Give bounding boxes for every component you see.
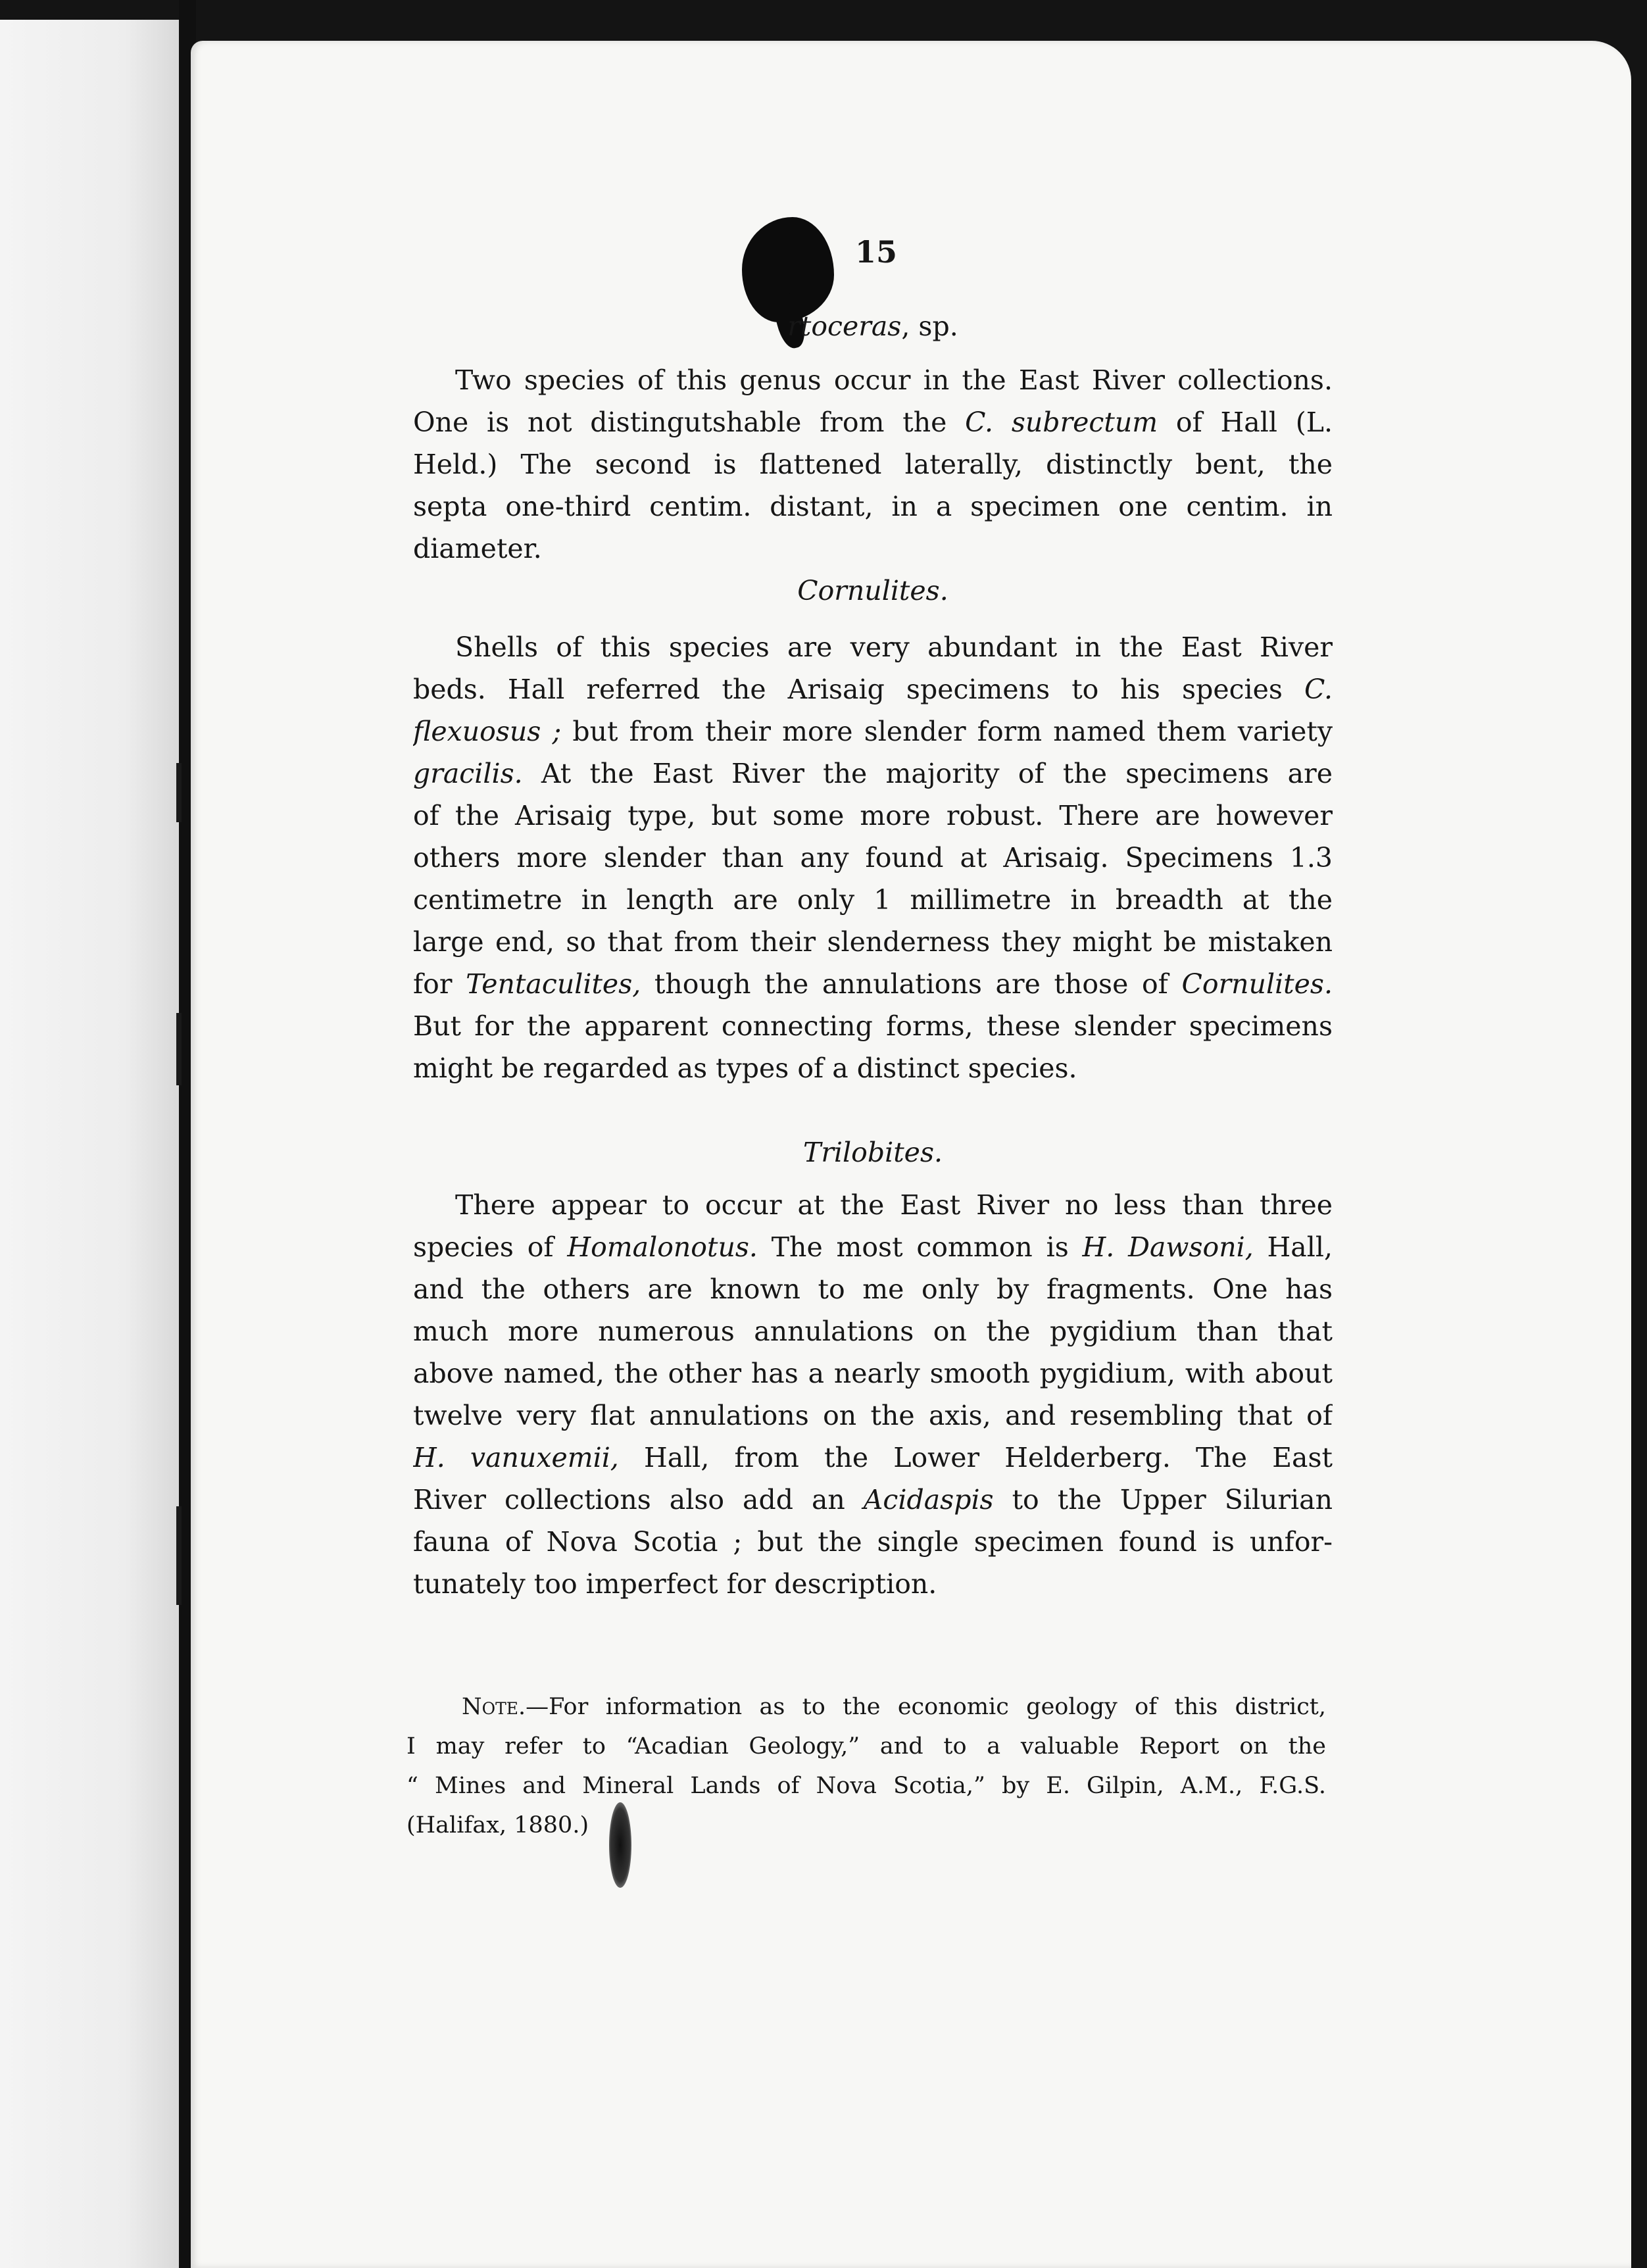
text-line: others more slender than any found at Arisaig. Specimens 1.3 [413, 842, 1333, 874]
section-title-suffix: , sp. [901, 310, 958, 342]
footnote-line: Note.—For information as to the economic geology of this district, [462, 1694, 1326, 1720]
text-line: gracilis. At the East River the majority of the specimens are [413, 758, 1333, 789]
footnote-lead: Note. [462, 1694, 526, 1720]
italic-term: gracilis. [413, 758, 523, 789]
italic-term: Cornulites. [1181, 968, 1333, 1000]
text-line: Two species of this genus occur in the East River collections. [455, 364, 1333, 396]
italic-term: Homalonotus. [567, 1231, 758, 1263]
text-line: beds. Hall referred the Arisaig specimens to his species C. [413, 674, 1333, 705]
text-line: Held.) The second is flattened laterally, distinctly bent, the [413, 449, 1333, 480]
section-title-cornulites [413, 575, 1333, 606]
footnote-line: (Halifax, 1880.) [406, 1812, 589, 1838]
text-line: much more numerous annulations on the pygidium than that [413, 1316, 1333, 1347]
text-line: But for the apparent connecting forms, these slender specimens [413, 1010, 1333, 1042]
text-line: species of Homalonotus. The most common is H. Dawsoni, Hall, [413, 1231, 1333, 1263]
italic-term: C. [1304, 674, 1333, 705]
text-line: for Tentaculites, though the annulations are those of Cornulites. [413, 968, 1333, 1000]
italic-term: C. subrectum [965, 407, 1158, 438]
paragraph-orthoceras [413, 359, 1333, 570]
section-title-text: Trilobites. [802, 1137, 943, 1168]
edge-mark [176, 1506, 182, 1605]
text-line: diameter. [413, 533, 542, 564]
text-line: and the others are known to me only by fragments. One has [413, 1273, 1333, 1305]
text-line: River collections also add an Acidaspis to the Upper Silurian [413, 1484, 1333, 1516]
text-line: H. vanuxemii, Hall, from the Lower Helderberg. The East [413, 1442, 1333, 1473]
text-line: centimetre in length are only 1 millimetre in breadth at the [413, 884, 1333, 916]
text-line: above named, the other has a nearly smooth pygidium, with about [413, 1358, 1333, 1389]
section-title-trilobites [413, 1137, 1333, 1168]
section-title-text: rtoceras [787, 310, 902, 342]
italic-term: flexuosus ; [413, 716, 562, 747]
text-line: Shells of this species are very abundant in the East River [455, 631, 1333, 663]
text-line: large end, so that from their slenderness they might be mistaken [413, 926, 1333, 958]
paragraph-cornulites [413, 626, 1333, 1089]
section-title-text: Cornulites. [797, 575, 948, 606]
edge-mark [176, 1013, 182, 1085]
text-line: might be regarded as types of a distinct species. [413, 1052, 1077, 1084]
text-line: There appear to occur at the East River no less than three [455, 1189, 1333, 1221]
edge-mark [176, 763, 182, 822]
text-line: septa one-third centim. distant, in a specimen one centim. in [413, 491, 1333, 522]
footnote-line: “ Mines and Mineral Lands of Nova Scotia,” by E. Gilpin, A.M., F.G.S. [406, 1773, 1326, 1799]
section-title-orthoceras [413, 310, 1333, 342]
footnote-line: I may refer to “Acadian Geology,” and to a valuable Report on the [406, 1733, 1326, 1760]
italic-term: Acidaspis [863, 1484, 994, 1516]
text-line: tunately too imperfect for description. [413, 1568, 937, 1600]
paragraph-trilobites [413, 1184, 1333, 1605]
text-line: twelve very flat annulations on the axis, and resembling that of [413, 1400, 1333, 1431]
italic-term: Tentaculites, [466, 968, 641, 1000]
page-number: 15 [855, 234, 898, 270]
facing-page-edge [0, 20, 179, 2268]
text-line: flexuosus ; but from their more slender form named them variety [413, 716, 1333, 747]
text-line: of the Arisaig type, but some more robust. There are however [413, 800, 1333, 831]
text-line: fauna of Nova Scotia ; but the single specimen found is unfor- [413, 1526, 1333, 1558]
italic-term: H. vanuxemii, [413, 1442, 619, 1473]
text-line: One is not distingutshable from the C. subrectum of Hall (L. [413, 407, 1333, 438]
italic-term: H. Dawsoni, [1082, 1231, 1254, 1263]
footnote [406, 1687, 1326, 1845]
